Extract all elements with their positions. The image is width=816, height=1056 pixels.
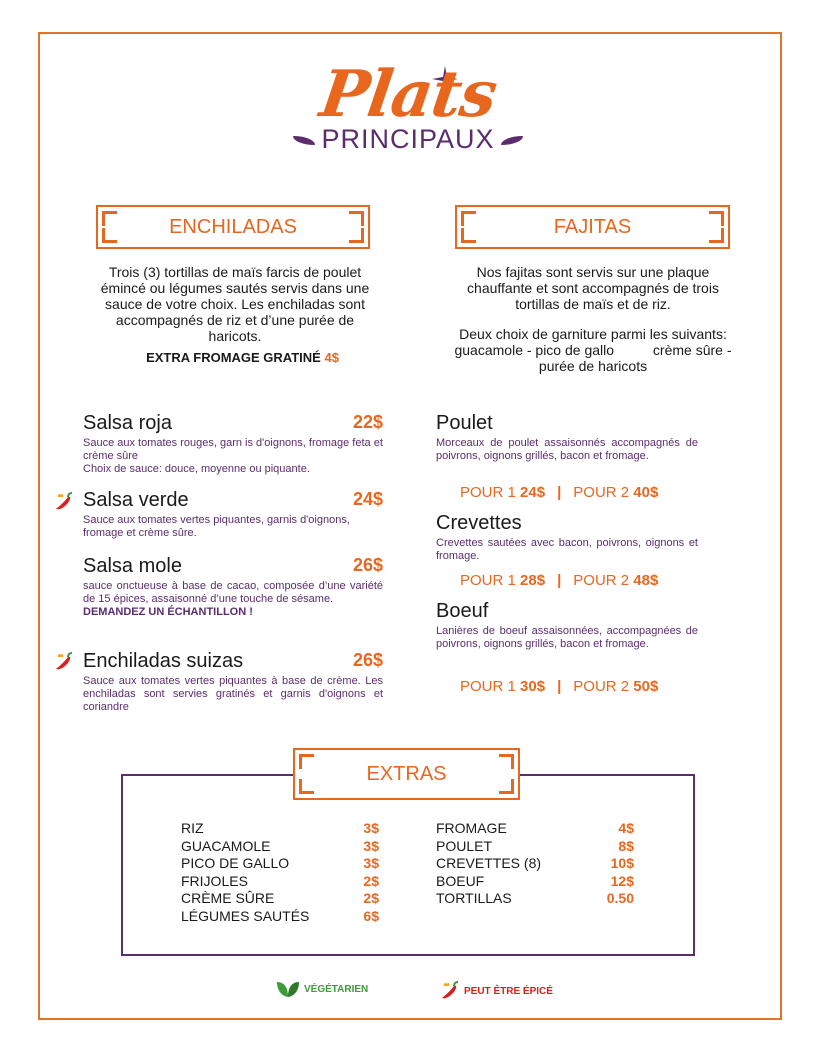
enchiladas-title: ENCHILADAS bbox=[169, 215, 297, 238]
title-sub-text: PRINCIPAUX bbox=[321, 124, 495, 154]
legend-spicy bbox=[438, 980, 553, 1002]
legend-vegetarian bbox=[276, 980, 368, 998]
list-item: GUACAMOLE 3$ bbox=[181, 837, 379, 854]
list-item: CREVETTES (8) 10$ bbox=[436, 855, 634, 871]
item-name: Salsa roja bbox=[83, 412, 172, 434]
list-item: FROMAGE 4$ bbox=[436, 820, 634, 836]
enchiladas-intro: Trois (3) tortillas de maïs farcis de poulet émincé ou légumes sautés servis dans une sauce de votre choix. Les enchiladas sont accompagnés de riz et d’une purée de haricots. bbox=[100, 264, 370, 344]
extras-left-list bbox=[181, 820, 379, 925]
item-name: Boeuf bbox=[436, 600, 489, 622]
item-price: 24$ bbox=[352, 489, 383, 509]
item-desc: Sauce aux tomates vertes piquantes à base de crème. Les enchiladas sont servies gratinés et garnis d'oignons et coriandre bbox=[83, 675, 383, 713]
leaf-ornament-icon bbox=[293, 136, 315, 145]
item-desc: Crevettes sautées avec bacon, poivrons, oignons et fromage. bbox=[436, 537, 698, 562]
item-enchiladas-suizas bbox=[83, 650, 383, 714]
crevettes-prices: POUR 1 28$ | POUR 2 48$ bbox=[460, 572, 659, 589]
item-salsa-roja bbox=[83, 412, 383, 476]
extras-title: EXTRAS bbox=[366, 762, 447, 785]
item-price: 26$ bbox=[352, 650, 383, 670]
price-pour-1: 28$ bbox=[520, 572, 546, 589]
chili-pepper-icon bbox=[52, 651, 74, 673]
leaf-icon bbox=[276, 980, 300, 998]
list-item: BOEUF 12$ bbox=[436, 872, 634, 889]
extras-title-box bbox=[293, 748, 520, 800]
list-item: TORTILLAS 0.50 bbox=[436, 890, 634, 906]
item-desc: Sauce aux tomates rouges, garn is d'oignons, fromage feta et crème sûre Choix de sauce: douce, moyenne ou piquante. bbox=[83, 437, 383, 475]
fajitas-title: FAJITAS bbox=[553, 215, 632, 238]
item-name: Enchiladas suizas bbox=[83, 650, 244, 672]
item-name: Salsa verde bbox=[83, 489, 189, 511]
price-pour-2: 40$ bbox=[633, 484, 659, 501]
item-boeuf bbox=[436, 600, 698, 651]
list-item: POULET 8$ bbox=[436, 837, 634, 854]
title-script: Plats bbox=[315, 57, 501, 132]
list-item: LÉGUMES SAUTÉS 6$ bbox=[181, 907, 379, 924]
fajitas-title-box bbox=[455, 205, 730, 249]
poulet-prices: POUR 1 24$ | POUR 2 40$ bbox=[460, 484, 659, 501]
item-desc: Morceaux de poulet assaisonnés accompagnés de poivrons, oignons grillés, bacon et fromage. bbox=[436, 437, 698, 462]
list-item: CRÈME SÛRE 2$ bbox=[181, 890, 379, 906]
price-pour-1: 24$ bbox=[520, 484, 546, 501]
item-desc: Sauce aux tomates vertes piquantes, garnis d'oignons, fromage et crème sûre. bbox=[83, 514, 350, 539]
chili-pepper-icon bbox=[52, 491, 74, 513]
price-pour-1: 30$ bbox=[520, 678, 546, 695]
item-poulet bbox=[436, 412, 698, 463]
list-item: PICO DE GALLO 3$ bbox=[181, 855, 379, 871]
item-price: 22$ bbox=[352, 412, 383, 432]
item-name: Salsa mole bbox=[83, 555, 182, 577]
extra-cheese-price: 4$ bbox=[324, 350, 339, 365]
price-pour-2: 48$ bbox=[633, 572, 659, 589]
price-pour-2: 50$ bbox=[633, 678, 659, 695]
fajitas-intro-3: guacamole - pico de gallo crème sûre - purée de haricots bbox=[454, 342, 736, 374]
item-desc: sauce onctueuse à base de cacao, composée d’une variété de 15 épices, assaisonné d’une touche de sésame. bbox=[83, 580, 383, 605]
item-name: Poulet bbox=[436, 412, 493, 434]
page-header bbox=[0, 57, 816, 155]
item-name: Crevettes bbox=[436, 512, 522, 534]
list-item: RIZ 3$ bbox=[181, 820, 379, 836]
extra-cheese bbox=[100, 350, 385, 365]
enchiladas-title-box bbox=[96, 205, 370, 249]
chili-pepper-icon bbox=[438, 980, 460, 1002]
item-desc: Lanières de boeuf assaisonnées, accompagnées de poivrons, oignons grillés, bacon et fromage. bbox=[436, 625, 698, 650]
fajitas-intro bbox=[452, 264, 734, 374]
leaf-ornament-icon bbox=[501, 136, 523, 145]
extras-right-list bbox=[436, 820, 634, 908]
legend-spicy-label: PEUT ÊTRE ÉPICÉ bbox=[464, 985, 553, 997]
legend-vegetarian-label: VÉGÉTARIEN bbox=[304, 983, 369, 995]
list-item: FRIJOLES 2$ bbox=[181, 872, 379, 889]
boeuf-prices: POUR 1 30$ | POUR 2 50$ bbox=[460, 678, 659, 695]
fajitas-intro-2: Deux choix de garniture parmi les suivants: bbox=[459, 326, 727, 342]
item-crevettes bbox=[436, 512, 698, 563]
item-note: DEMANDEZ UN ÉCHANTILLON ! bbox=[83, 606, 253, 618]
item-salsa-verde bbox=[83, 489, 383, 540]
fajitas-intro-1: Nos fajitas sont servis sur une plaque chauffante et sont accompagnés de trois tortillas de maïs et de riz. bbox=[467, 264, 719, 312]
extra-cheese-label: EXTRA FROMAGE GRATINÉ bbox=[146, 350, 321, 365]
item-price: 26$ bbox=[352, 555, 383, 575]
item-salsa-mole bbox=[83, 555, 383, 618]
